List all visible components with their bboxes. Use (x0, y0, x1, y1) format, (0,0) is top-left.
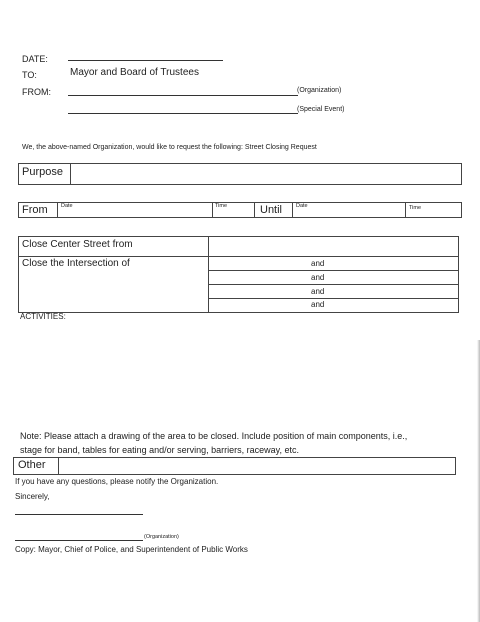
other-label: Other (18, 459, 46, 471)
other-field[interactable] (60, 458, 454, 474)
intersection-and-4[interactable]: and (311, 300, 325, 309)
signature-line[interactable] (15, 514, 143, 515)
note-line-1: Note: Please attach a drawing of the area to be closed. Include position of main components, i.e., (20, 431, 408, 441)
closing-row-divider (18, 256, 459, 257)
until-date-field[interactable]: Date (296, 203, 308, 209)
other-divider (58, 457, 59, 475)
from-date-label: From (22, 204, 48, 216)
from-date-field[interactable]: Date (61, 203, 73, 209)
dates-divider-3 (254, 202, 255, 218)
closing-table-divider (208, 236, 209, 313)
to-label: TO: (22, 70, 37, 80)
signature-organization-line[interactable] (15, 540, 143, 541)
organization-field[interactable] (68, 95, 298, 96)
special-event-label: (Special Event) (297, 106, 345, 113)
dates-divider-4 (292, 202, 293, 218)
intersection-and-2[interactable]: and (311, 273, 325, 282)
purpose-divider (70, 163, 71, 185)
sincerely-text: Sincerely, (15, 492, 50, 501)
close-center-street-label: Close Center Street from (22, 239, 133, 250)
from-time-field[interactable]: Time (215, 203, 228, 209)
and-row-divider-2 (208, 284, 459, 285)
dates-box (18, 202, 462, 218)
copy-text: Copy: Mayor, Chief of Police, and Superintendent of Public Works (15, 545, 248, 554)
purpose-label: Purpose (22, 166, 63, 178)
and-row-divider-3 (208, 298, 459, 299)
note-line-2: stage for band, tables for eating and/or serving, barriers, raceway, etc. (20, 445, 299, 455)
center-street-field[interactable] (210, 237, 458, 255)
purpose-field[interactable] (72, 164, 460, 184)
activities-label: ACTIVITIES: (20, 312, 66, 321)
close-intersection-label: Close the Intersection of (22, 258, 130, 269)
until-time-field[interactable]: Time (409, 205, 422, 211)
organization-label: (Organization) (297, 87, 342, 94)
from-label: FROM: (22, 87, 51, 97)
to-value: Mayor and Board of Trustees (70, 67, 199, 78)
dates-divider-1 (57, 202, 58, 218)
until-label: Until (260, 204, 283, 216)
and-row-divider-1 (208, 270, 459, 271)
signature-organization-label: (Organization) (144, 534, 179, 540)
questions-text: If you have any questions, please notify the Organization. (15, 477, 219, 486)
intersection-and-1[interactable]: and (311, 259, 325, 268)
dates-divider-2 (212, 202, 213, 218)
special-event-field[interactable] (68, 113, 298, 114)
request-text: We, the above-named Organization, would like to request the following: Street Closing Request (22, 144, 317, 151)
dates-divider-5 (405, 202, 406, 218)
activities-field[interactable] (20, 324, 460, 424)
intersection-and-3[interactable]: and (311, 287, 325, 296)
date-label: DATE: (22, 54, 48, 64)
date-field[interactable] (68, 60, 223, 61)
